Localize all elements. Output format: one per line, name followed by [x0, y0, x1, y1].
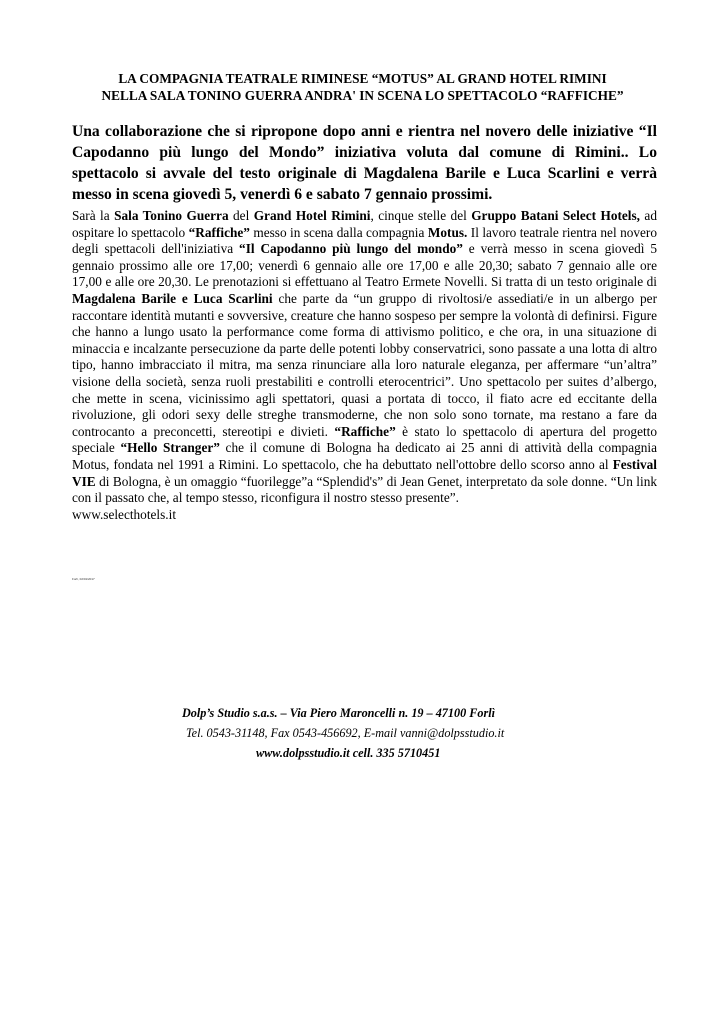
headline	[60, 70, 665, 104]
footer-web-cell: www.dolpsstudio.it cell. 335 5710451	[256, 746, 441, 760]
date-note: Forlì, 02/01/2017	[72, 577, 95, 581]
body-bold-text: Motus.	[427, 224, 468, 240]
body-text: , cinque stelle del	[370, 208, 472, 223]
body-paragraph	[72, 208, 657, 523]
body-text: Sarà la	[72, 208, 115, 223]
body-bold-text: Festival VIE	[72, 456, 657, 489]
body-text: Il lavoro teatrale rientra nel novero degli spettacoli dell'iniziativa	[72, 224, 657, 257]
body-bold-text: “Raffiche”	[188, 224, 250, 240]
footer-address: Dolp’s Studio s.a.s. – Via Piero Maroncelli n. 19 – 47100 Forlì	[182, 706, 495, 720]
body-bold-text: “Hello Stranger”	[120, 440, 220, 456]
body-text: è stato lo spettacolo di apertura del progetto speciale	[72, 423, 658, 456]
headline-line-1: LA COMPAGNIA TEATRALE RIMINESE “MOTUS” AL GRAND HOTEL RIMINI	[118, 71, 607, 86]
body-bold-text: Grand Hotel Rimini	[253, 208, 371, 223]
lead-paragraph: Una collaborazione che si ripropone dopo anni e rientra nel novero delle iniziative “Il Capodanno più lungo del Mondo” iniziativa voluta dal comune di Rimini.. Lo spettacolo si avvale del testo originale di Magdalena Barile e Luca Scarlini e verrà messo in scena giovedì 5, venerdì 6 e sabato 7 gennaio prossimi.	[72, 123, 657, 203]
body-text: ad ospitare lo spettacolo	[72, 208, 657, 240]
body-text: che il comune di Bologna ha dedicato ai 25 anni di attività della compagnia Motus, fondata nel 1991 a Rimini. Lo spettacolo, che ha debuttato nell'ottobre dello scorso anno al	[72, 440, 657, 472]
body-bold-text: Magdalena Barile e Luca Scarlini	[72, 290, 273, 306]
body-text: messo in scena dalla compagnia	[249, 224, 428, 240]
body-text: che parte da “un gruppo di rivoltosi/e assediati/e in un albergo per raccontare identità mutanti e sovversive, creature che hanno sospeso per sempre la volontà di definirsi. Figure che hanno a lungo usato la performance come forma di attivismo politico, e che ora, in una situazione di minaccia e incalzante persecuzione da parte delle potenti lobby conservatrici, sono passate a una lotta di altro tipo, hanno imbracciato il mitra, ma senza rinunciare alla loro naturale eleganza, per affermare “un’altra” visione della società, senza ruoli prestabiliti e controlli eterocentrici”. Uno spettacolo per suites d’albergo, che mette in scena, vicinissimo agli spettatori, quasi a portata di tocco, il fiato acre ed eccitante della rivoluzione, gli odori sexy delle streghe transmoderne, che non solo sono tornate, ma restano a fare da controcanto a preconcetti, stereotipi e divieti.	[72, 290, 657, 439]
body-text: di Bologna, è un omaggio “fuorilegge”a “Splendid's” di Jean Genet, interpretato da sole donne. “Un link con il passato che, al tempo stesso, riconfigura il nostro stesso presente”.	[72, 473, 657, 506]
footer-contacts: Tel. 0543-31148, Fax 0543-456692, E-mail vanni@dolpsstudio.it	[186, 726, 505, 740]
body-bold-text: Gruppo Batani Select Hotels,	[471, 208, 640, 223]
website-link[interactable]: www.selecthotels.it	[72, 506, 177, 522]
body-text: e verrà messo in scena giovedì 5 gennaio prossimo alle ore 17,00; venerdì 6 gennaio alle ore 17,00 e alle 20,30; sabato 7 gennaio alle ore 17,00 e alle ore 20,30. Le prenotazioni si effettuano al Teatro Ermete Novelli. Si tratta di un testo originale di	[72, 241, 658, 290]
body-bold-text: Sala Tonino Guerra	[114, 208, 229, 223]
headline-line-2: NELLA SALA TONINO GUERRA ANDRA' IN SCENA LO SPETTACOLO “RAFFICHE”	[101, 88, 624, 103]
body-bold-text: “Il Capodanno più lungo del mondo”	[239, 241, 463, 257]
body-text: del	[228, 208, 254, 223]
body-bold-text: “Raffiche”	[334, 423, 396, 439]
